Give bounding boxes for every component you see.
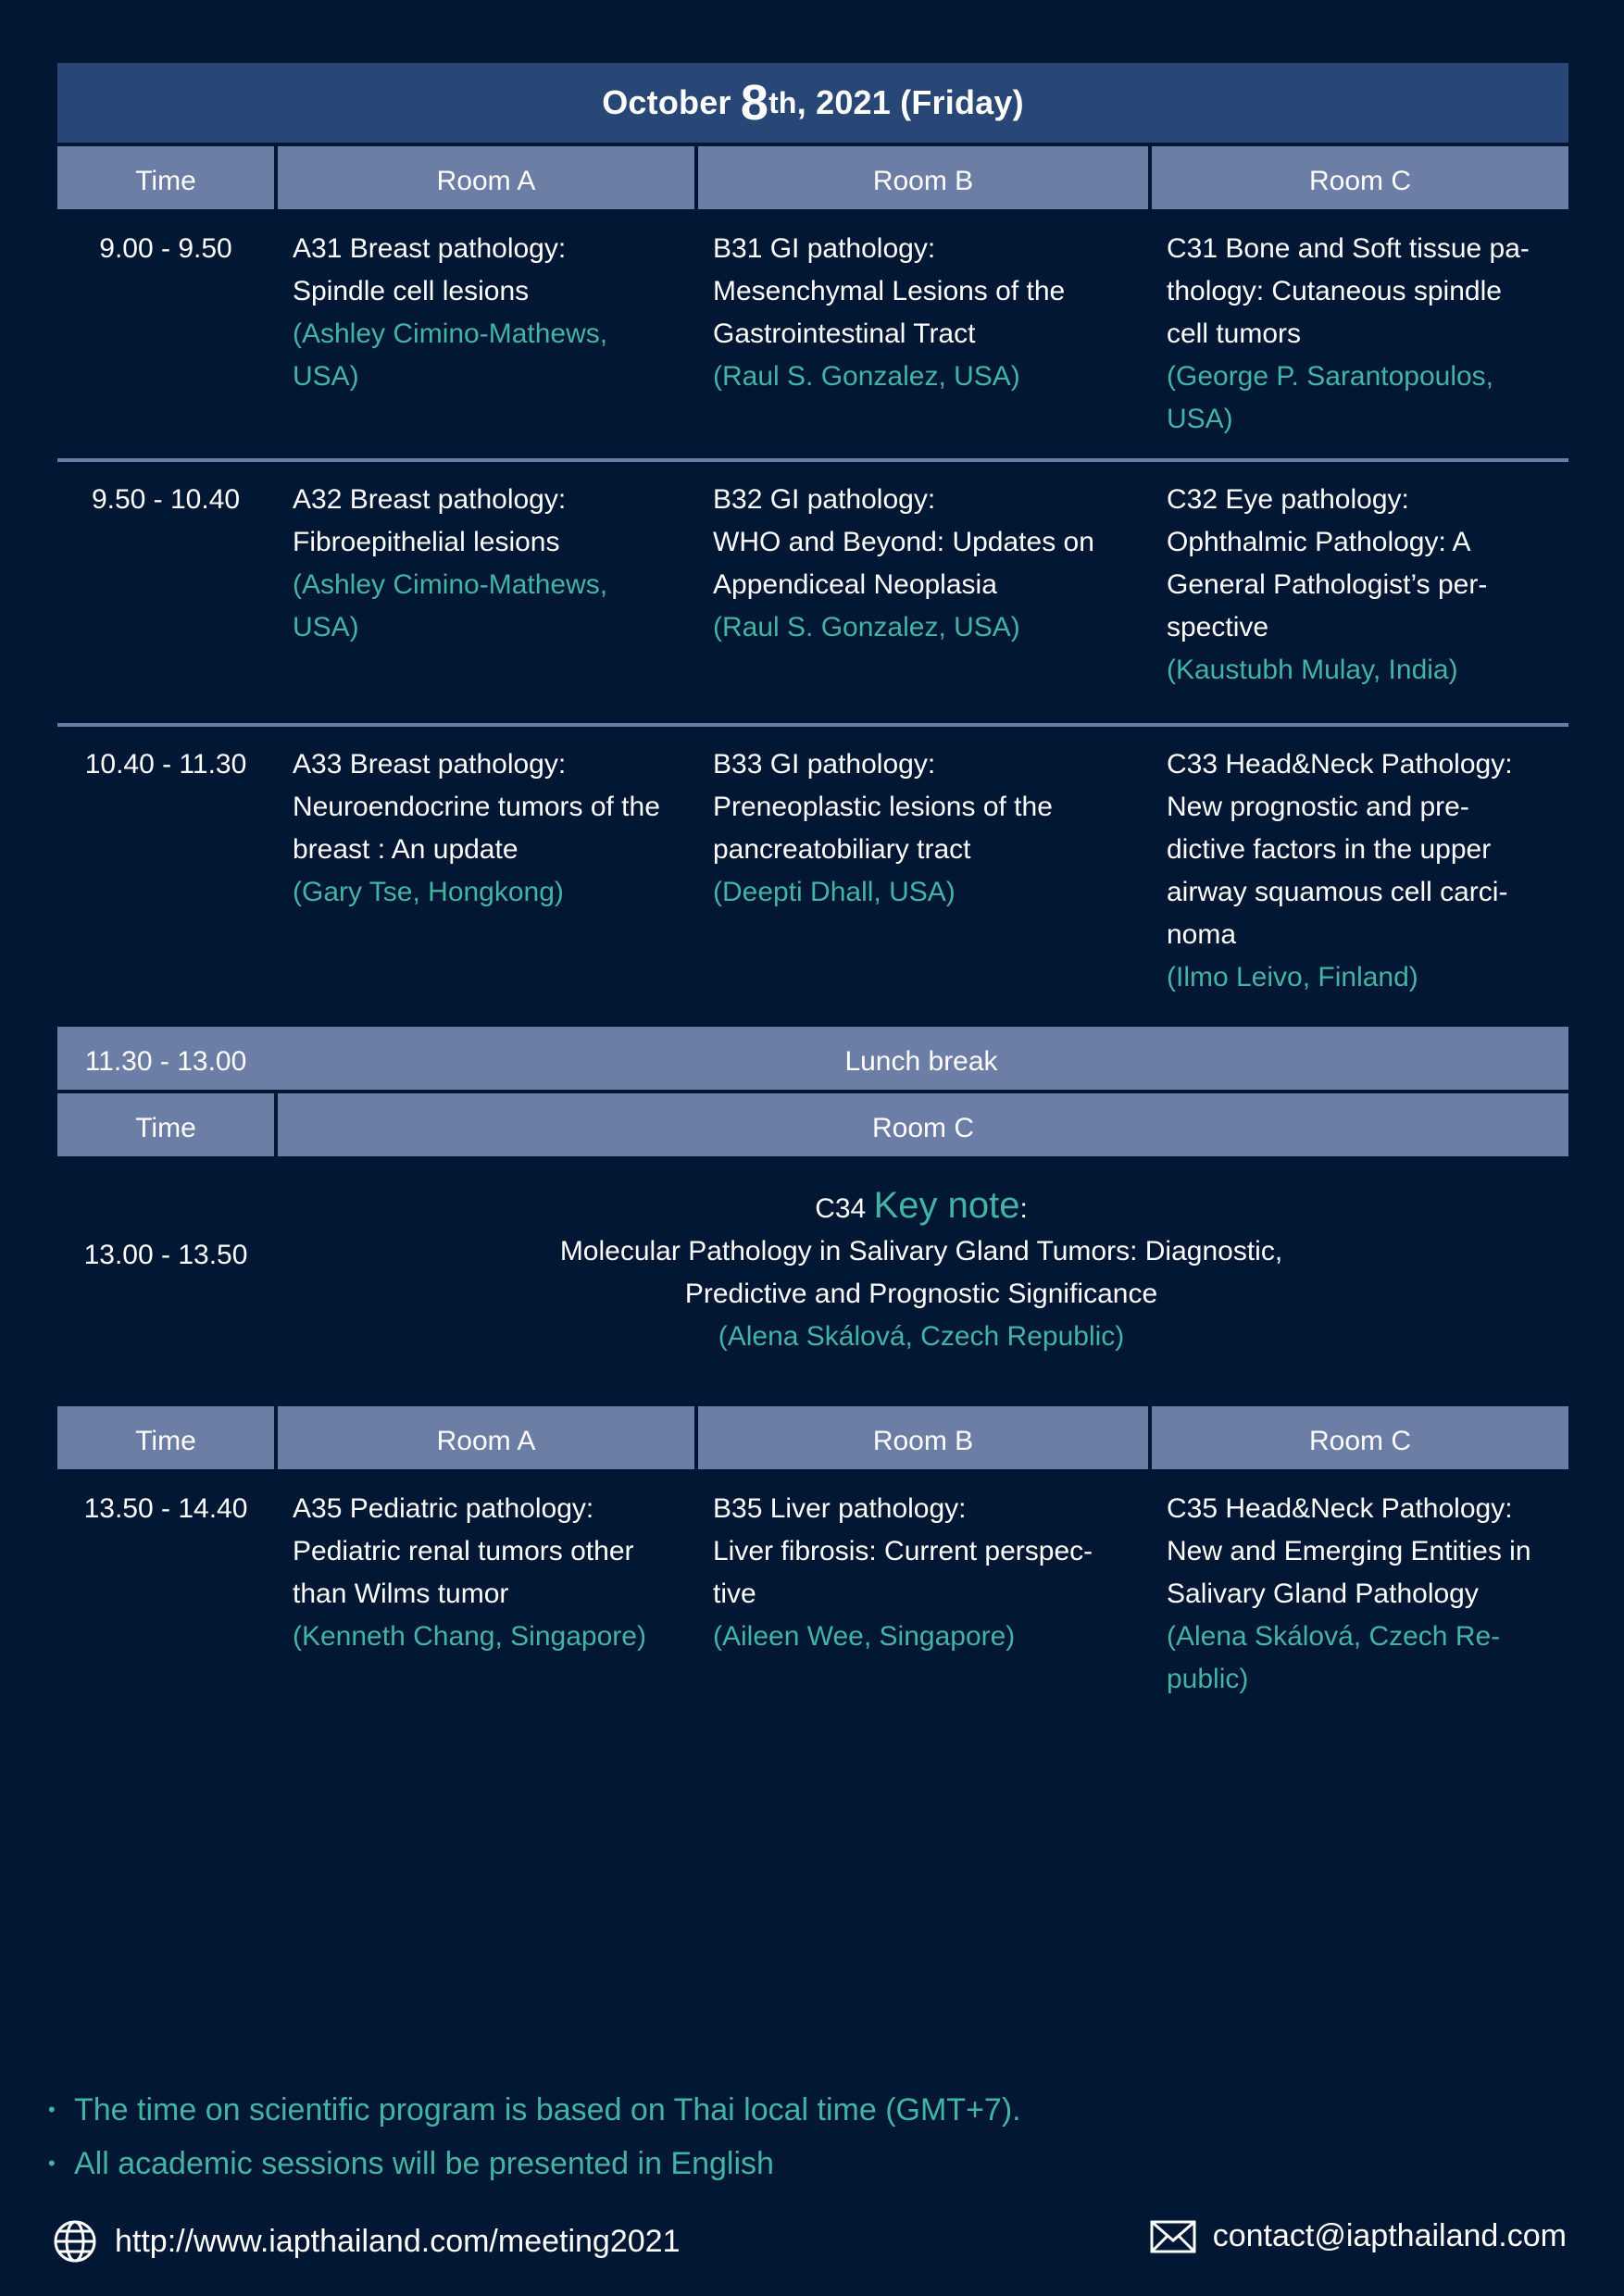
session-title-line: Appendiceal Neoplasia [713,569,997,600]
bullet-icon: • [48,2098,56,2121]
keynote-label: Key note [873,1185,1020,1226]
keynote-body [274,1156,1568,1406]
session-title-line: A35 Pediatric pathology: [293,1493,594,1524]
session-title-line: Gastrointestinal Tract [713,318,976,349]
keynote-title-line: Molecular Pathology in Salivary Gland Tumors: Diagnostic, [559,1236,1283,1267]
speaker: (Ashley Cimino-Mathews, [293,569,608,600]
session-title-line: B35 Liver pathology: [713,1493,967,1524]
speaker: USA) [1167,404,1233,434]
session-title-line: tive [713,1578,756,1609]
header-room-a: Room A [278,146,694,209]
keynote-row [57,1156,1568,1406]
session-title-line: Salivary Gland Pathology [1167,1578,1479,1609]
day-title [57,63,1568,143]
keynote-time: 13.00 - 13.50 [83,1240,248,1270]
keynote-title-line: Predictive and Prognostic Significance [684,1279,1158,1309]
schedule [57,63,1568,1728]
session-title-line: C33 Head&Neck Pathology: [1167,749,1513,780]
session-room-b [698,209,1148,458]
session-title-line: B32 GI pathology: [713,484,936,515]
speaker: (Ilmo Leivo, Finland) [1167,962,1418,992]
header-room-b: Room B [698,1406,1148,1469]
session-room-a [278,209,694,458]
title-month: October [602,83,731,121]
session-title-line: pancreatobiliary tract [713,834,971,865]
session-title-line: C31 Bone and Soft tissue pa- [1167,233,1530,264]
speaker: (Ashley Cimino-Mathews, [293,318,608,349]
speaker: (Kaustubh Mulay, India) [1167,655,1458,685]
program-notes [48,2083,1021,2190]
session-room-b [698,462,1148,723]
speaker: (Raul S. Gonzalez, USA) [713,361,1020,392]
header-room-a: Room A [278,1406,694,1469]
header-row-1 [57,146,1568,209]
header-row-2 [57,1406,1568,1469]
session-room-a [278,1469,694,1728]
session-row [57,727,1568,1027]
session-title-line: General Pathologist’s per- [1167,569,1488,600]
session-room-c [1152,209,1568,458]
session-room-c [1152,727,1568,1027]
header-time: Time [57,1406,274,1469]
note-item [48,2137,1021,2190]
note-item [48,2083,1021,2137]
session-room-c [1152,1469,1568,1728]
session-room-a [278,727,694,1027]
title-suffix: th [768,85,797,119]
session-title-line: WHO and Beyond: Updates on [713,527,1094,557]
keynote-code: C34 [815,1193,867,1224]
session-title-line: B31 GI pathology: [713,233,936,264]
speaker: USA) [293,612,359,643]
session-title-line: A32 Breast pathology: [293,484,567,515]
header-room-b: Room B [698,146,1148,209]
lunch-row [57,1027,1568,1090]
session-title-line: C32 Eye pathology: [1167,484,1409,515]
session-title-line: A31 Breast pathology: [293,233,567,264]
keynote-speaker: (Alena Skálová, Czech Republic) [718,1321,1125,1352]
session-time: 13.50 - 14.40 [83,1493,248,1524]
session-title-line: Ophthalmic Pathology: A [1167,527,1471,557]
speaker: (George P. Sarantopoulos, [1167,361,1494,392]
session-title-line: airway squamous cell carci- [1167,877,1508,907]
session-title-line: Preneoplastic lesions of the [713,792,1053,822]
session-title-line: cell tumors [1167,318,1302,349]
session-title-line: dictive factors in the upper [1167,834,1492,865]
session-room-b [698,1469,1148,1728]
session-title-line: Mesenchymal Lesions of the [713,276,1066,306]
header-time: Time [57,146,274,209]
session-title-line: New and Emerging Entities in [1167,1536,1531,1566]
session-time: 9.00 - 9.50 [99,233,232,264]
website-link[interactable] [52,2218,680,2265]
speaker: (Aileen Wee, Singapore) [713,1621,1016,1652]
session-time: 9.50 - 10.40 [91,484,241,515]
footer [52,2218,1567,2265]
lunch-time: 11.30 - 13.00 [84,1046,247,1077]
speaker: (Kenneth Chang, Singapore) [293,1621,646,1652]
speaker: USA) [293,361,359,392]
website-text[interactable]: http://www.iapthailand.com/meeting2021 [115,2223,681,2259]
session-room-b [698,727,1148,1027]
session-title-line: Neuroendocrine tumors of the [293,792,660,822]
speaker: public) [1167,1664,1249,1694]
speaker: (Gary Tse, Hongkong) [293,877,564,907]
session-title-line: noma [1167,919,1237,950]
keynote-colon: : [1019,1193,1028,1224]
session-title-line: New prognostic and pre- [1167,792,1469,822]
title-day: 8 [740,75,769,131]
email-text[interactable]: contact@iapthailand.com [1212,2218,1567,2253]
session-room-c [1152,462,1568,723]
note-text: All academic sessions will be presented in English [74,2146,774,2181]
session-row [57,462,1568,723]
session-title-line: thology: Cutaneous spindle [1167,276,1502,306]
title-rest: , 2021 (Friday) [796,83,1024,121]
session-title-line: B33 GI pathology: [713,749,936,780]
header-room-c: Room C [278,1093,1568,1156]
session-room-a [278,462,694,723]
session-row [57,1469,1568,1728]
session-title-line: A33 Breast pathology: [293,749,567,780]
note-text: The time on scientific program is based on Thai local time (GMT+7). [74,2092,1021,2128]
envelope-icon [1150,2220,1196,2253]
header-time: Time [57,1093,274,1156]
header-room-c: Room C [1152,146,1568,209]
keynote-heading [274,1184,1568,1230]
header-row-keynote [57,1093,1568,1156]
session-title-line: Spindle cell lesions [293,276,530,306]
session-title-line: spective [1167,612,1269,643]
session-time: 10.40 - 11.30 [84,749,247,780]
email-link[interactable] [1150,2218,1567,2254]
speaker: (Deepti Dhall, USA) [713,877,956,907]
speaker: (Raul S. Gonzalez, USA) [713,612,1020,643]
lunch-label: Lunch break [844,1046,998,1077]
session-title-line: than Wilms tumor [293,1578,509,1609]
bullet-icon: • [48,2152,56,2175]
session-row [57,209,1568,458]
header-room-c: Room C [1152,1406,1568,1469]
session-title-line: Liver fibrosis: Current perspec- [713,1536,1093,1566]
session-title-line: C35 Head&Neck Pathology: [1167,1493,1513,1524]
globe-icon [52,2218,98,2265]
speaker: (Alena Skálová, Czech Re- [1167,1621,1501,1652]
session-title-line: Fibroepithelial lesions [293,527,560,557]
session-title-line: breast : An update [293,834,518,865]
session-title-line: Pediatric renal tumors other [293,1536,634,1566]
